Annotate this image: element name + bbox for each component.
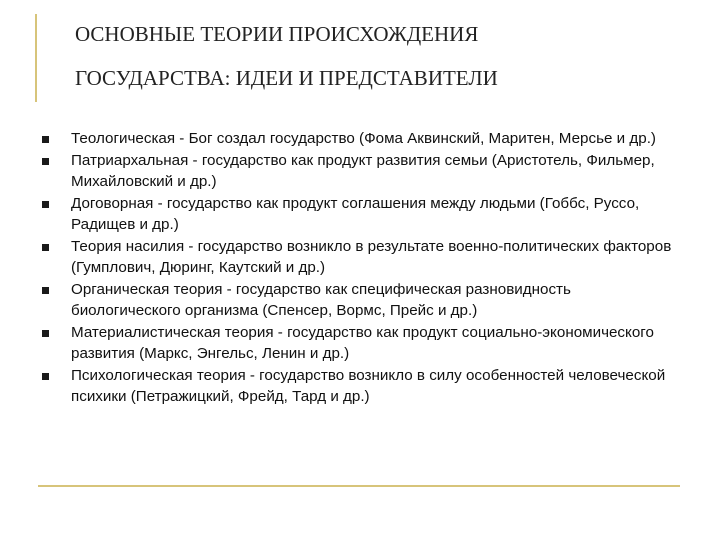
list-item: [38, 236, 678, 279]
list-item-text: Договорная - государство как продукт соглашения между людьми (Гоббс, Руссо, Радищев и др.): [71, 194, 640, 233]
list-item: [38, 322, 678, 365]
square-bullet-icon: [42, 330, 49, 337]
square-bullet-icon: [42, 201, 49, 208]
list-item-text: Теологическая - Бог создал государство (Фома Аквинский, Маритен, Мерсье и др.): [71, 130, 656, 147]
square-bullet-icon: [42, 244, 49, 251]
square-bullet-icon: [42, 136, 49, 143]
list-item-text: Психологическая теория - государство возникло в силу особенностей человеческой психики (Петражицкий, Фрейд, Тард и др.): [71, 366, 666, 405]
square-bullet-icon: [42, 373, 49, 380]
list-item-text: Патриархальная - государство как продукт развития семьи (Аристотель, Фильмер, Михайловский и др.): [71, 151, 655, 190]
slide-title-line-2: ГОСУДАРСТВА: ИДЕИ И ПРЕДСТАВИТЕЛИ: [75, 66, 498, 90]
list-item: [38, 365, 678, 408]
theories-list: [38, 128, 678, 408]
list-item: [38, 193, 678, 236]
square-bullet-icon: [42, 287, 49, 294]
list-item: [38, 279, 678, 322]
list-item: [38, 150, 678, 193]
list-item-text: Теория насилия - государство возникло в результате военно-политических факторов (Гумплович, Дюринг, Каутский и др.): [71, 237, 672, 276]
square-bullet-icon: [42, 158, 49, 165]
list-item: [38, 128, 678, 150]
slide-title: [75, 12, 695, 100]
list-item-text: Материалистическая теория - государство как продукт социально-экономического развития (Маркс, Энгельс, Ленин и др.): [71, 323, 654, 362]
slide-title-line-1: ОСНОВНЫЕ ТЕОРИИ ПРОИСХОЖДЕНИЯ: [75, 22, 479, 46]
accent-vertical-rule: [35, 14, 37, 102]
list-item-text: Органическая теория - государство как специфическая разновидность биологического организма (Спенсер, Вормс, Прейс и др.): [71, 280, 571, 319]
accent-horizontal-rule: [38, 485, 680, 487]
